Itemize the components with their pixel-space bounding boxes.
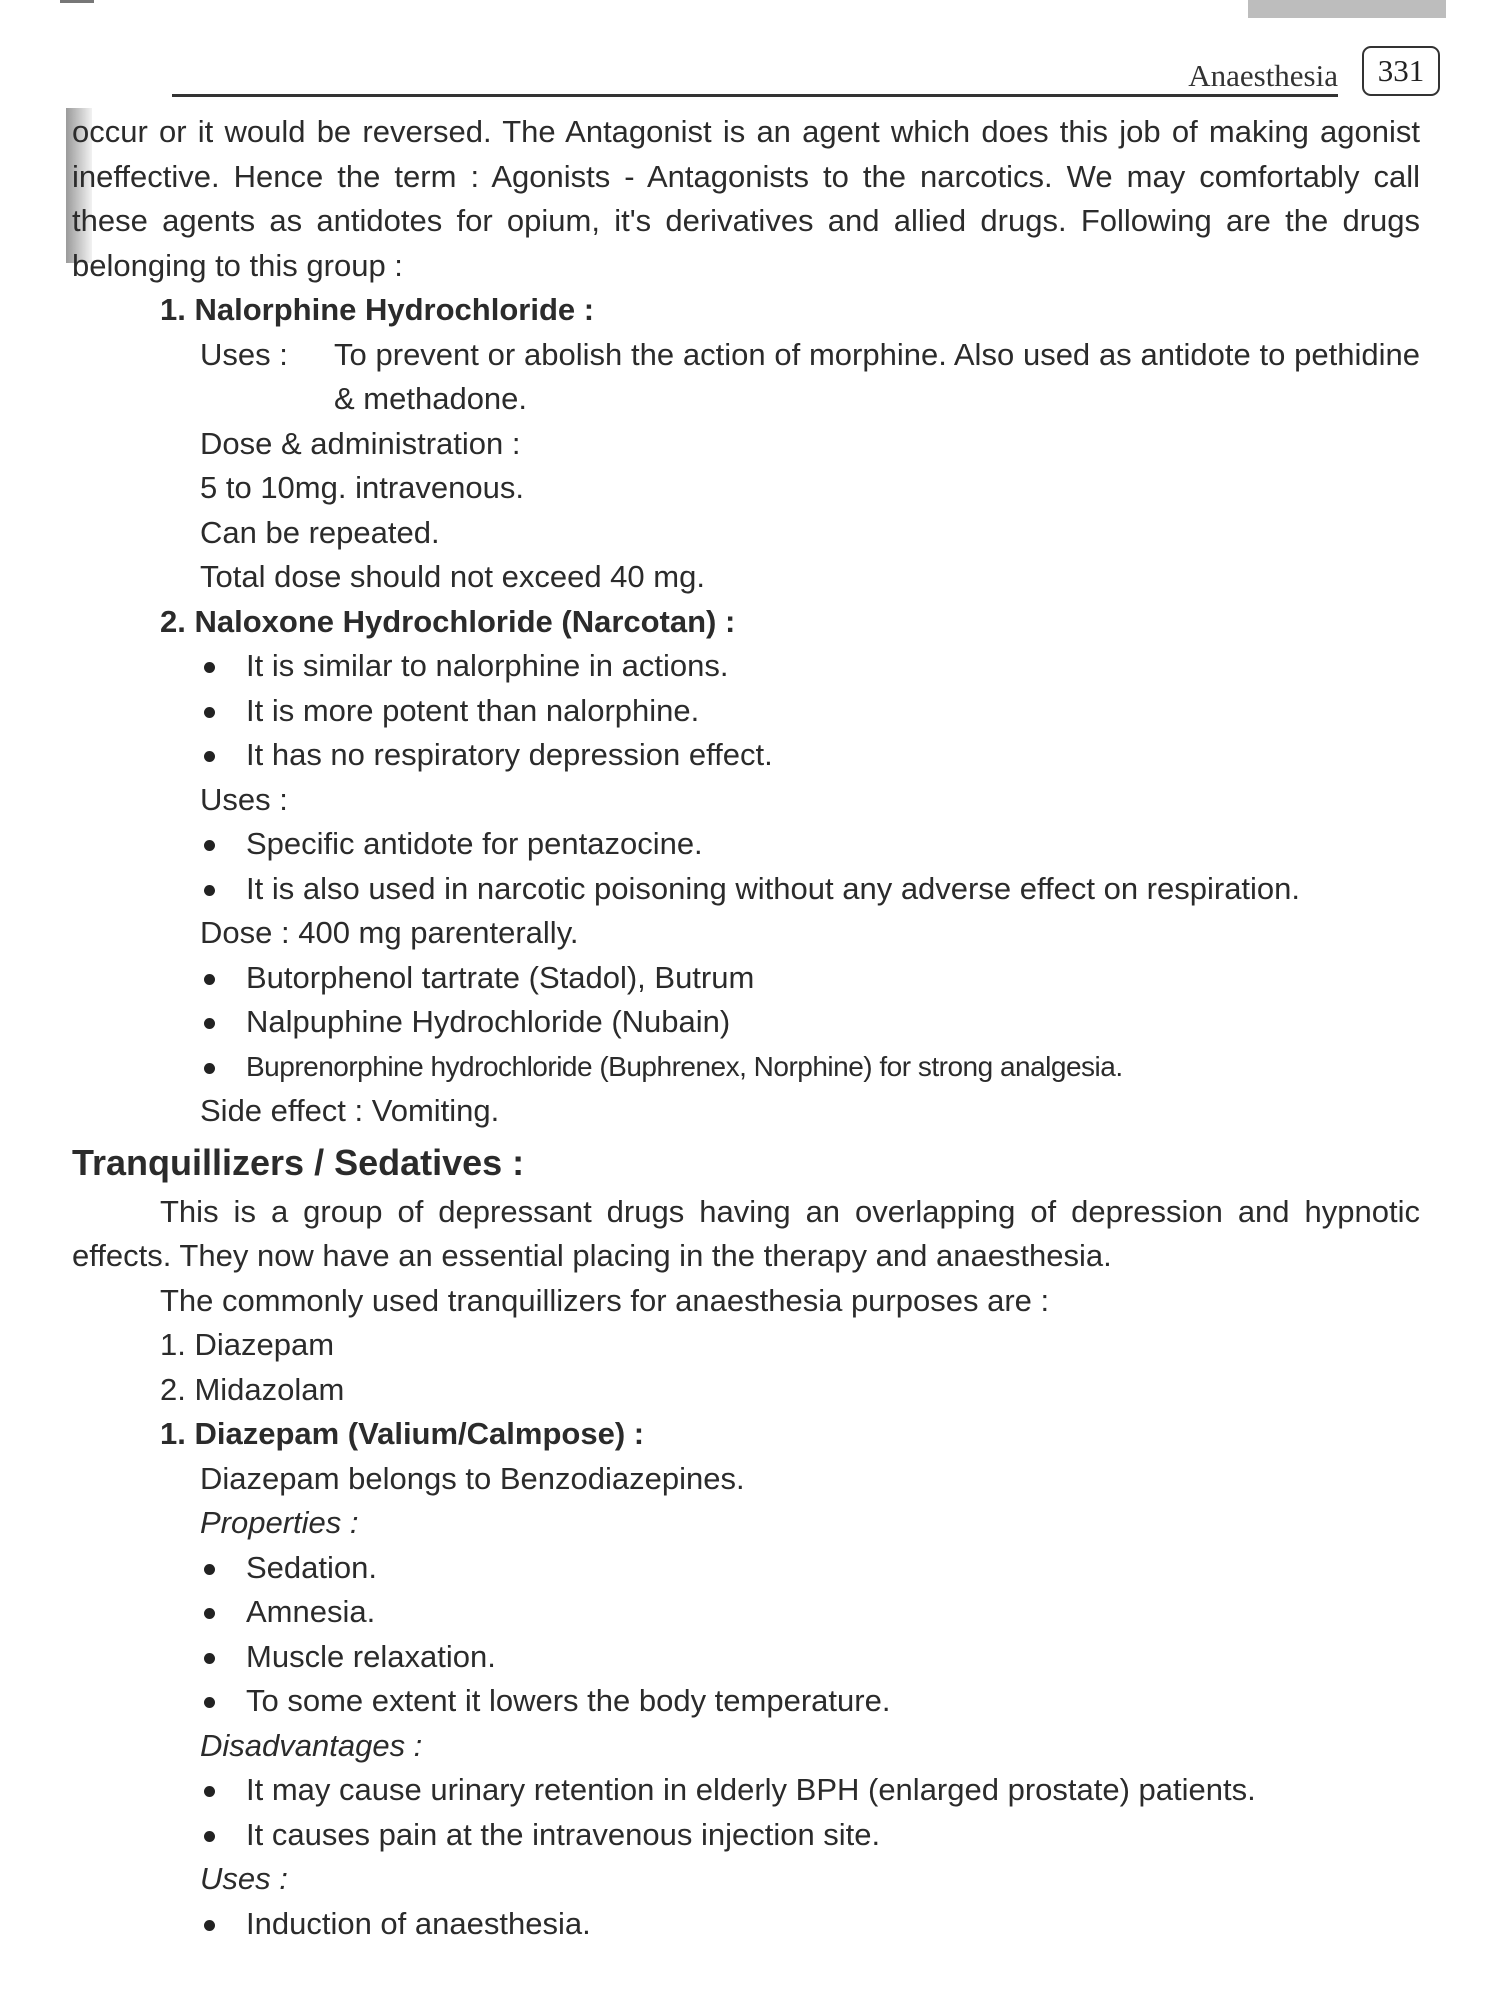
other-drug-bullet: Nalpuphine Hydrochloride (Nubain) — [200, 1000, 1420, 1045]
tranquillizer-list-item: 1. Diazepam — [160, 1327, 335, 1362]
property-bullet: Amnesia. — [200, 1590, 1420, 1635]
diazepam-uses-label: Uses : — [200, 1861, 288, 1896]
properties-label: Properties : — [200, 1505, 359, 1540]
nalorphine-dose-line: Total dose should not exceed 40 mg. — [200, 559, 705, 594]
naloxone-dose: Dose : 400 mg parenterally. — [200, 915, 579, 950]
side-effect: Side effect : Vomiting. — [200, 1093, 500, 1128]
page-body — [72, 110, 1420, 1946]
nalorphine-uses — [200, 333, 1420, 422]
nalorphine-heading: 1. Nalorphine Hydrochloride : — [160, 292, 595, 327]
running-header — [172, 44, 1440, 100]
naloxone-uses-label: Uses : — [200, 781, 288, 817]
naloxone-use-bullet: It is also used in narcotic poisoning without any adverse effect on respiration. — [200, 867, 1420, 912]
other-drug-bullet: Butorphenol tartrate (Stadol), Butrum — [200, 956, 1420, 1001]
naloxone-bullet: It has no respiratory depression effect. — [200, 733, 1420, 778]
nalorphine-dose-line: Can be repeated. — [200, 514, 440, 550]
naloxone-bullet: It is similar to nalorphine in actions. — [200, 644, 1420, 689]
section-heading-tranquillizers: Tranquillizers / Sedatives : — [72, 1141, 525, 1183]
naloxone-heading: 2. Naloxone Hydrochloride (Narcotan) : — [160, 603, 736, 639]
diazepam-heading: 1. Diazepam (Valium/Calmpose) : — [160, 1416, 645, 1451]
disadvantage-bullet: It causes pain at the intravenous injection site. — [200, 1813, 1420, 1858]
nalorphine-dose-heading: Dose & administration : — [200, 425, 521, 461]
page-edge-tab — [1248, 0, 1446, 18]
other-drug-bullet: Buprenorphine hydrochloride (Buphrenex, Norphine) for strong analgesia. — [200, 1045, 1420, 1090]
tranquillizers-paragraph: This is a group of depressant drugs having an overlapping of depression and hypnotic effects. They now have an essential placing in the therapy and anaesthesia. — [72, 1193, 1420, 1273]
disadvantages-label: Disadvantages : — [200, 1727, 423, 1763]
diazepam-description: Diazepam belongs to Benzodiazepines. — [200, 1460, 745, 1496]
page-corner-mark — [60, 0, 94, 3]
nalorphine-dose-line: 5 to 10mg. intravenous. — [200, 470, 524, 505]
header-title: Anaesthesia — [1188, 58, 1338, 93]
naloxone-use-bullet: Specific antidote for pentazocine. — [200, 822, 1420, 867]
diazepam-use-bullet: Induction of anaesthesia. — [200, 1902, 1420, 1947]
page-number: 331 — [1362, 46, 1440, 96]
header-rule — [172, 94, 1338, 97]
tranquillizers-paragraph: The commonly used tranquillizers for anaesthesia purposes are : — [160, 1282, 1050, 1318]
nalorphine-uses-text: To prevent or abolish the action of morphine. Also used as antidote to pethidine & methadone. — [334, 336, 1420, 416]
nalorphine-uses-label: Uses : — [200, 336, 288, 372]
intro-paragraph: occur or it would be reversed. The Antagonist is an agent which does this job of making agonist ineffective. Hence the term : Agonists - Antagonists to the narcotics. We may comfortably call these agents as antidotes for opium, it's derivatives and allied drugs. Following are the drugs belonging to this group : — [72, 114, 1420, 283]
property-bullet: Sedation. — [200, 1546, 1420, 1591]
disadvantage-bullet: It may cause urinary retention in elderly BPH (enlarged prostate) patients. — [200, 1768, 1420, 1813]
tranquillizer-list-item: 2. Midazolam — [160, 1371, 345, 1407]
naloxone-bullet: It is more potent than nalorphine. — [200, 689, 1420, 734]
property-bullet: Muscle relaxation. — [200, 1635, 1420, 1680]
property-bullet: To some extent it lowers the body temperature. — [200, 1679, 1420, 1724]
